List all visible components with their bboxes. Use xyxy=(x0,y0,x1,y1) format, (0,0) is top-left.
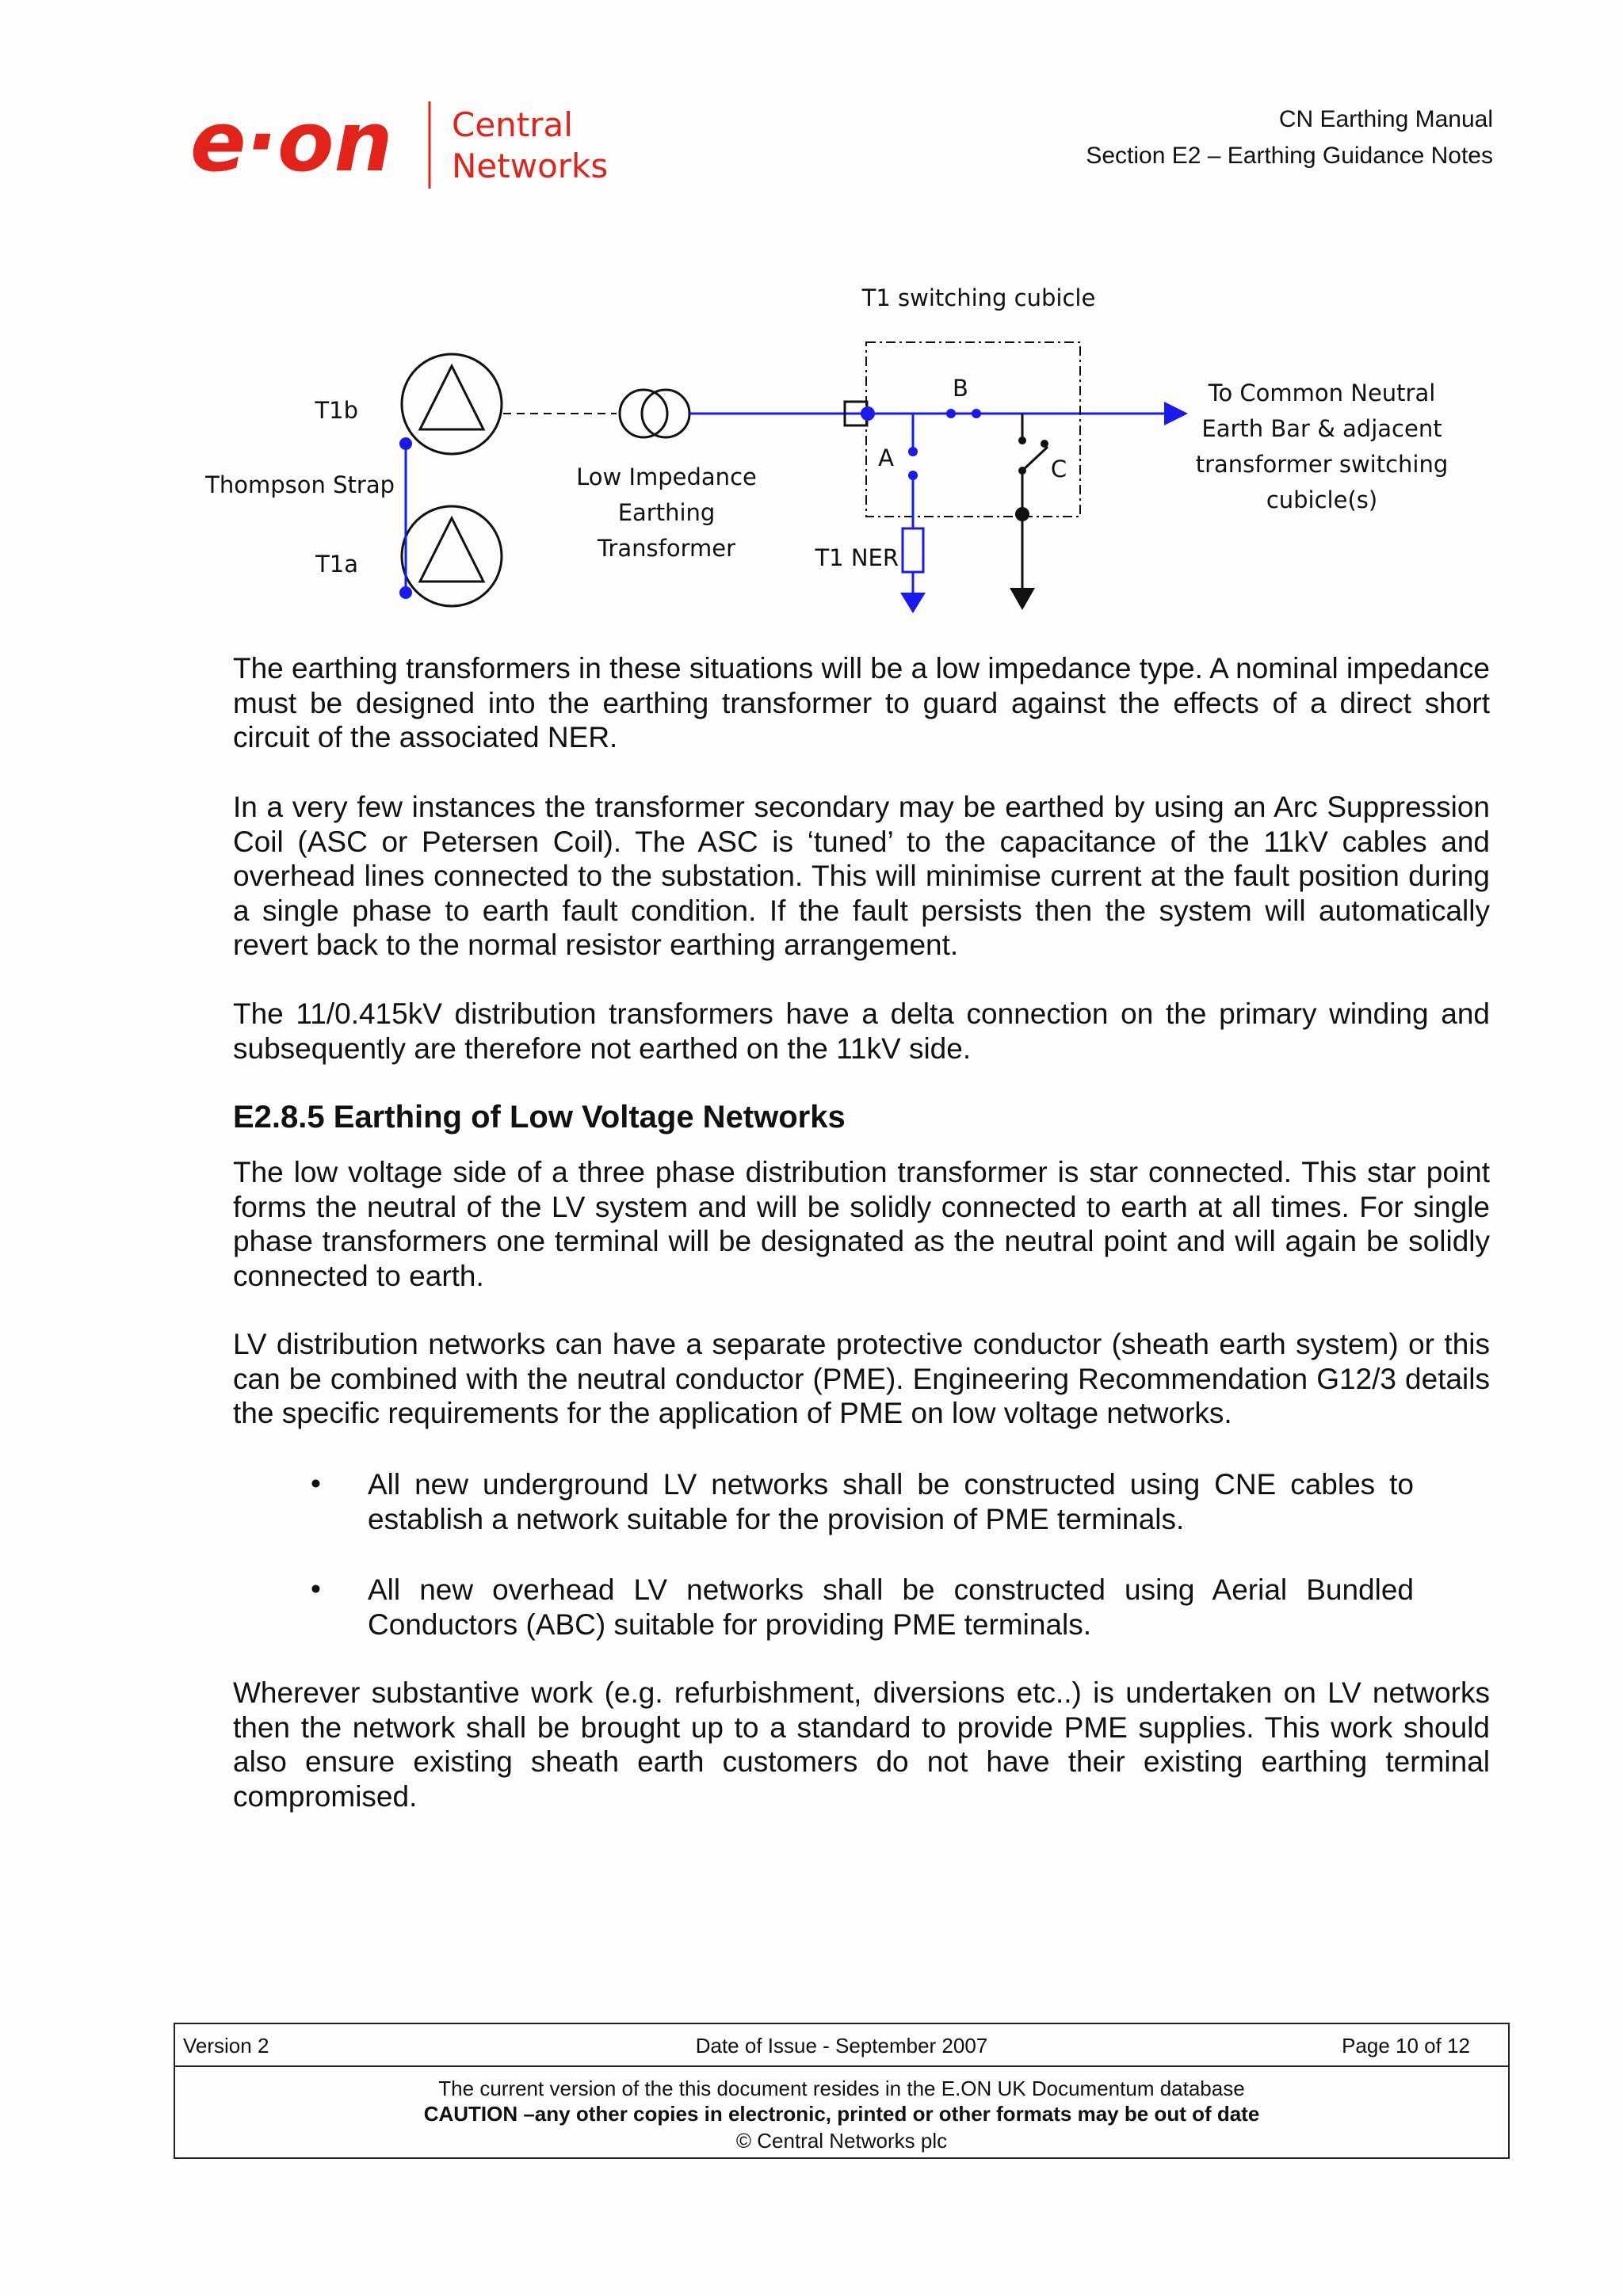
link-b-contact-1 xyxy=(946,409,956,418)
switch-c-blade xyxy=(1022,447,1048,471)
footer-caution: CAUTION –any other copies in electronic, printed or other formats may be out of date xyxy=(423,2102,1260,2126)
label-link-b: B xyxy=(953,375,968,402)
paragraph-5: LV distribution networks can have a separate protective conductor (sheath earth system) or this can be combined with the neutral conductor (PME). Engineering Recommendation G12/3 details the specific requirements for the application of PME on low voltage networks. xyxy=(233,1328,1490,1429)
switch-c-contact-top xyxy=(1018,437,1026,444)
label-let-2: Earthing xyxy=(617,499,716,526)
switching-cubicle-box xyxy=(866,342,1080,517)
label-let-1: Low Impedance xyxy=(576,463,757,490)
footer-meta-row xyxy=(175,2024,1508,2067)
label-dest-1: To Common Neutral xyxy=(1208,379,1436,406)
label-dest-2: Earth Bar & adjacent xyxy=(1201,415,1442,442)
eon-central-networks-logo xyxy=(190,95,618,198)
bullet-marker-2: • xyxy=(311,1573,321,1605)
footer-page-number: Page 10 of 12 xyxy=(1342,2034,1470,2058)
doc-title: CN Earthing Manual xyxy=(1278,106,1493,132)
logo-sub-central: Central xyxy=(452,105,573,144)
label-dest-3: transformer switching xyxy=(1195,451,1449,478)
label-t1b: T1b xyxy=(315,397,358,424)
thompson-strap xyxy=(399,437,412,599)
section-heading: E2.8.5 Earthing of Low Voltage Networks xyxy=(233,1100,846,1135)
link-b-contact-2 xyxy=(972,409,981,418)
page-footer xyxy=(174,2023,1510,2159)
transformer-t1a xyxy=(402,506,502,606)
logo-sub-networks: Networks xyxy=(452,147,609,185)
label-thompson-strap: Thompson Strap xyxy=(205,471,395,498)
bullet-item-1: All new underground LV networks shall be constructed using CNE cables to establish a network suitable for the provision of PME terminals. xyxy=(368,1468,1414,1535)
ner-resistor xyxy=(903,528,923,572)
footer-date: Date of Issue - September 2007 xyxy=(695,2034,988,2058)
link-a-contact-1 xyxy=(908,447,918,456)
label-let-3: Transformer xyxy=(597,535,736,562)
logo-brand: e·on xyxy=(190,95,393,190)
bullet-marker-1: • xyxy=(311,1467,321,1500)
paragraph-3: The 11/0.415kV distribution transformers have a delta connection on the primary winding and subsequently are therefore not earthed on the 11kV side. xyxy=(233,997,1490,1065)
label-t1a: T1a xyxy=(315,551,358,578)
earthing-transformer-symbol xyxy=(620,390,689,437)
document-header xyxy=(1086,101,1493,174)
footer-version: Version 2 xyxy=(183,2034,269,2058)
bullet-item-2: All new overhead LV networks shall be constructed using Aerial Bundled Conductors (ABC) suitable for providing PME terminals. xyxy=(368,1573,1414,1641)
section-title: Section E2 – Earthing Guidance Notes xyxy=(1086,143,1493,169)
label-cubicle: T1 switching cubicle xyxy=(861,284,1096,311)
transformer-t1b xyxy=(402,354,502,454)
ner-earth-symbol xyxy=(900,593,926,613)
switch-c-earth-symbol xyxy=(1010,588,1035,610)
label-ner: T1 NER xyxy=(815,544,899,571)
label-link-a: A xyxy=(878,444,894,471)
label-switch-c: C xyxy=(1050,456,1067,482)
footer-note: The current version of the this document resides in the E.ON UK Documentum database xyxy=(438,2077,1245,2100)
paragraph-6: Wherever substantive work (e.g. refurbishment, diversions etc..) is undertaken on LV networks then the network shall be brought up to a standard to provide PME supplies. This work should also ensure existing sheath earth customers do not have their existing earthing terminal compromised. xyxy=(233,1676,1490,1813)
label-dest-4: cubicle(s) xyxy=(1266,486,1378,513)
earthing-circuit-diagram xyxy=(190,277,1490,626)
paragraph-2: In a very few instances the transformer secondary may be earthed by using an Arc Suppression Coil (ASC or Petersen Coil). The ASC is ‘tuned’ to the capacitance of the 11kV cables and overhead lines connected to the substation. This will minimise current at the fault position during a single phase to earth fault condition. If the fault persists then the system will automatically revert back to the normal resistor earthing arrangement. xyxy=(233,791,1490,961)
paragraph-1: The earthing transformers in these situations will be a low impedance type. A nominal impedance must be designed into the earthing transformer to guard against the effects of a direct short circuit of the associated NER. xyxy=(233,652,1490,753)
junction-node xyxy=(861,406,875,421)
footer-copyright: © Central Networks plc xyxy=(735,2129,948,2153)
paragraph-4: The low voltage side of a three phase distribution transformer is star connected. This star point forms the neutral of the LV system and will be solidly connected to earth at all times. For single phase transformers one terminal will be designated as the neutral point and will again be solidly connected to earth. xyxy=(233,1156,1490,1292)
